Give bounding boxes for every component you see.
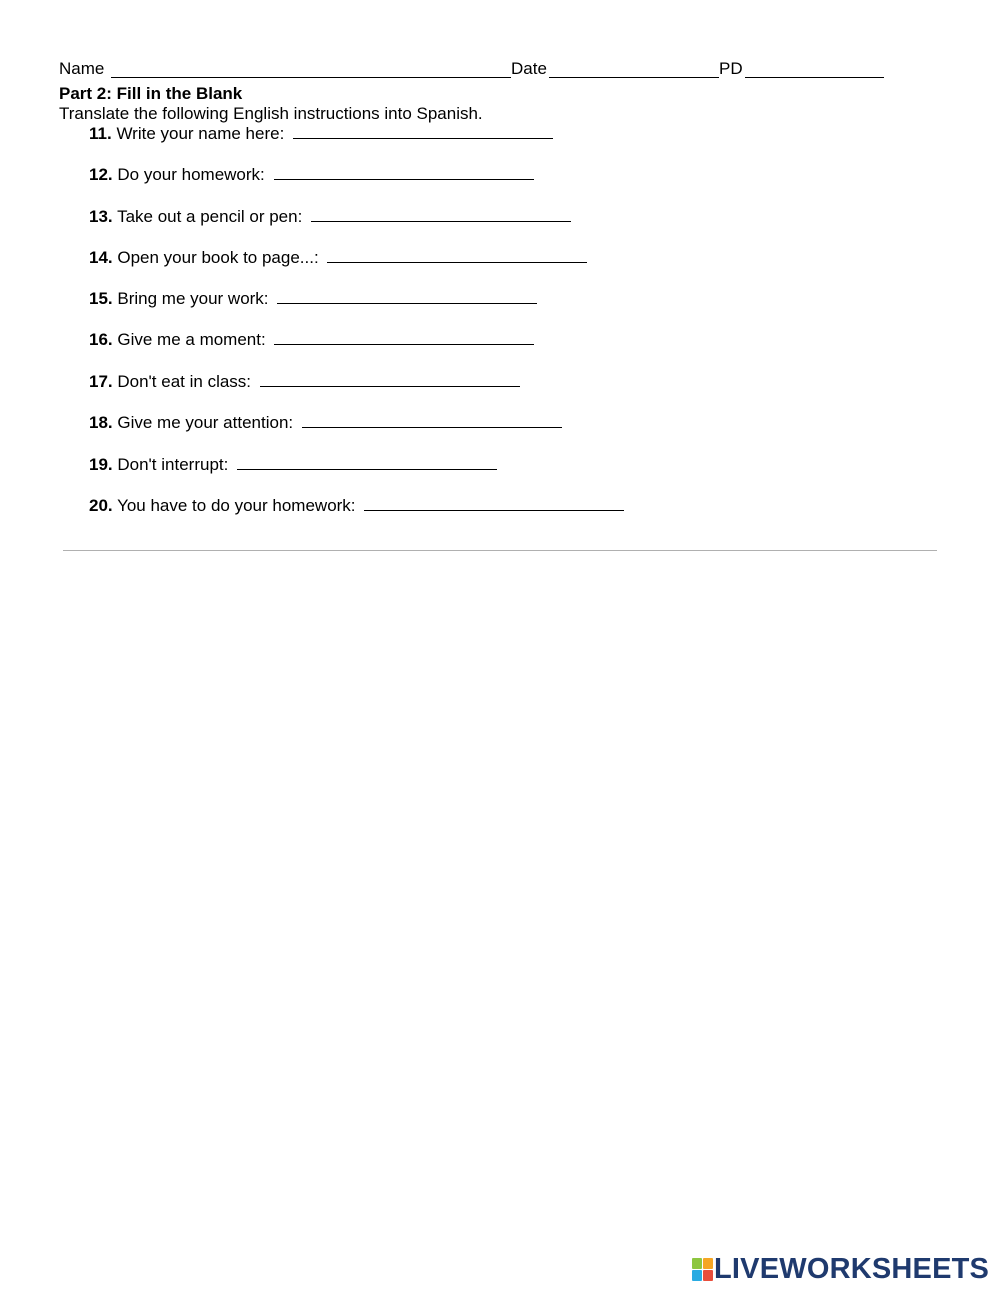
question-item [89,455,497,477]
answer-blank[interactable] [364,496,624,511]
question-prompt: You have to do your homework: [117,496,356,515]
question-number: 15. [89,289,113,308]
answer-blank[interactable] [302,413,562,428]
question-item [89,207,571,229]
question-item [89,289,537,311]
liveworksheets-logo [692,1252,990,1285]
section-divider [63,550,937,551]
name-label: Name [59,59,105,78]
question-prompt: Bring me your work: [117,289,269,308]
logo-tile [703,1270,713,1281]
question-prompt: Write your name here: [116,124,285,143]
pd-label: PD [719,59,743,78]
question-number: 18. [89,413,113,432]
date-field[interactable] [549,77,719,78]
question-number: 16. [89,330,113,349]
answer-blank[interactable] [274,330,534,345]
question-number: 12. [89,165,113,184]
question-prompt: Don't interrupt: [117,455,229,474]
logo-text: LIVEWORKSHEETS [714,1252,990,1285]
question-number: 14. [89,248,113,267]
question-number: 17. [89,372,113,391]
answer-blank[interactable] [274,165,534,180]
question-number: 11. [89,124,112,143]
section-title: Part 2: Fill in the Blank [59,84,243,103]
question-item [89,165,534,187]
pd-field[interactable] [745,77,884,78]
answer-blank[interactable] [311,207,571,222]
student-info-header [59,59,959,81]
question-item [89,496,624,518]
logo-tile [703,1258,713,1269]
date-label: Date [511,59,547,78]
question-prompt: Give me your attention: [117,413,294,432]
question-number: 13. [89,207,113,226]
question-prompt: Do your homework: [117,165,265,184]
question-prompt: Don't eat in class: [117,372,252,391]
question-number: 19. [89,455,113,474]
section-instructions: Translate the following English instructions into Spanish. [59,104,483,123]
answer-blank[interactable] [277,289,537,304]
answer-blank[interactable] [237,455,497,470]
name-field[interactable] [111,77,511,78]
logo-tile [692,1270,702,1281]
question-prompt: Take out a pencil or pen: [117,207,303,226]
answer-blank[interactable] [327,248,587,263]
question-item [89,372,520,394]
answer-blank[interactable] [260,372,520,387]
answer-blank[interactable] [293,124,553,139]
question-number: 20. [89,496,113,515]
question-item [89,330,534,352]
question-item [89,248,587,270]
liveworksheets-logo-icon [692,1258,712,1280]
question-item [89,413,562,435]
question-prompt: Open your book to page...: [117,248,319,267]
question-item [89,124,553,146]
question-prompt: Give me a moment: [117,330,266,349]
logo-tile [692,1258,702,1269]
